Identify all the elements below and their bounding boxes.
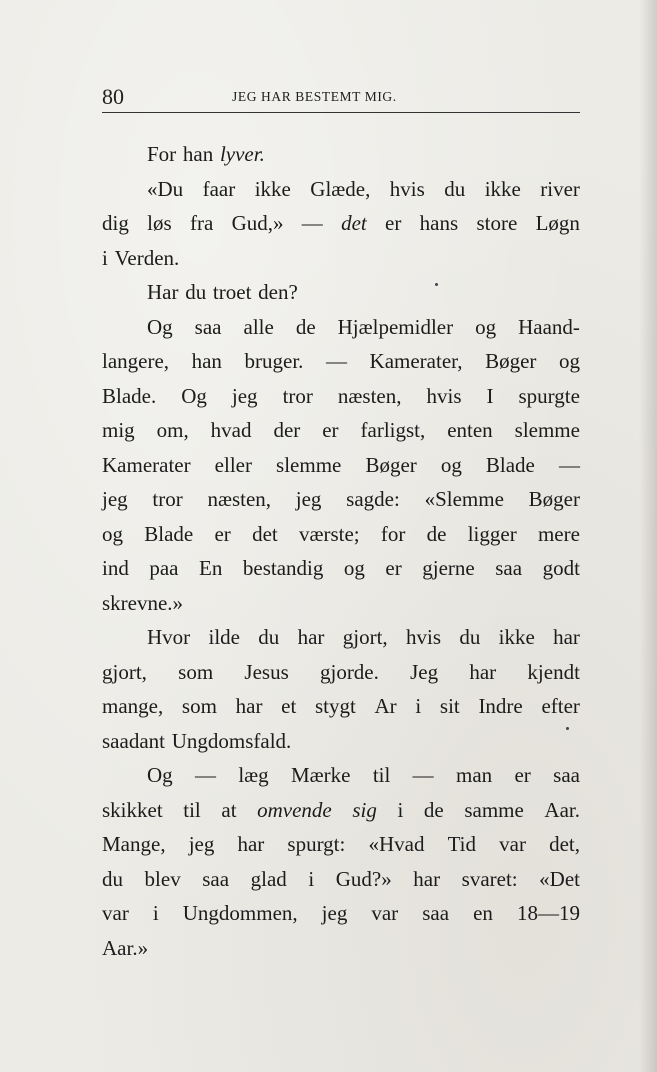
text-word: der	[273, 418, 301, 442]
text-word: lyver.	[219, 142, 265, 166]
text-word: —	[558, 452, 580, 477]
text-word: stygt	[314, 694, 356, 718]
print-speck	[566, 727, 569, 730]
text-word: som	[181, 694, 217, 718]
text-word: Blade	[485, 452, 535, 477]
text-line	[102, 137, 580, 172]
text-word: farligst,	[360, 418, 426, 442]
text-word: hvis	[389, 176, 425, 201]
text-word: faar	[202, 176, 236, 201]
text-word: mere	[537, 521, 580, 546]
text-word: du	[102, 866, 123, 891]
running-head: JEG HAR BESTEMT MIG.	[232, 89, 397, 104]
text-line	[102, 758, 580, 793]
text-word: hans	[419, 211, 459, 235]
text-word: du	[258, 625, 280, 649]
text-word: Kamerater	[102, 452, 191, 477]
text-word: Ungdommen,	[182, 901, 298, 925]
text-word: blev	[144, 866, 181, 891]
text-word: bestandig	[242, 556, 324, 580]
text-word: «Det	[539, 866, 580, 891]
text-word: han	[191, 349, 222, 373]
text-word: glad	[250, 866, 287, 891]
text-word: troet	[212, 280, 252, 304]
text-word: Bøger	[485, 349, 537, 373]
print-speck	[435, 283, 438, 286]
text-line	[102, 448, 580, 483]
text-word: hvis	[426, 383, 462, 408]
text-word: er	[385, 556, 402, 580]
text-word: samme	[464, 797, 524, 822]
text-word: ikke	[484, 176, 521, 201]
text-word: saa	[202, 866, 230, 891]
text-word: kjendt	[527, 659, 580, 684]
text-word: slemme	[276, 452, 342, 477]
page-header	[102, 82, 580, 113]
text-word: Blade	[144, 521, 194, 546]
text-word: jeg	[295, 487, 322, 511]
text-word: har	[297, 625, 325, 649]
text-word: gjorde.	[319, 659, 379, 684]
text-line	[102, 517, 580, 552]
text-word: mig	[102, 418, 135, 442]
text-word: Haand-	[518, 314, 580, 339]
text-word: næsten,	[337, 383, 402, 408]
text-word: Gud,»	[231, 211, 284, 235]
text-word: de	[423, 797, 444, 822]
text-word: i	[308, 866, 315, 891]
text-word: svaret:	[461, 866, 518, 891]
text-word: sit	[439, 694, 460, 718]
text-line	[102, 896, 580, 931]
text-word: omvende	[257, 797, 332, 822]
text-word: var	[499, 832, 526, 856]
text-word: i	[152, 901, 159, 925]
text-word: jeg	[102, 487, 128, 511]
text-word: «Hvad	[368, 832, 425, 856]
text-word: du	[459, 625, 481, 649]
text-word: Indre	[478, 694, 523, 718]
text-word: har	[469, 659, 497, 684]
text-word: Bøger	[528, 487, 580, 511]
text-line	[102, 931, 580, 966]
text-word: —	[195, 763, 216, 787]
text-word: En	[199, 556, 223, 580]
text-word: til	[372, 763, 391, 787]
text-word: Ar	[374, 694, 397, 718]
text-word: ikke	[254, 176, 291, 201]
text-word: enten	[447, 418, 493, 442]
text-line	[102, 310, 580, 345]
text-word: Gud?»	[335, 866, 392, 891]
text-word: Har	[147, 280, 179, 304]
text-line	[102, 724, 580, 759]
text-word: Hvor	[147, 625, 191, 649]
text-line	[102, 241, 580, 276]
text-word: et	[281, 694, 297, 718]
text-word: godt	[542, 556, 580, 580]
text-word: det	[252, 521, 278, 546]
text-word: —	[325, 349, 347, 373]
text-line	[102, 344, 580, 379]
text-word: i	[415, 694, 422, 718]
text-line	[102, 275, 580, 310]
text-word: og	[475, 314, 497, 339]
text-word: jeg	[188, 832, 215, 856]
text-word: Og	[147, 763, 173, 787]
text-word: river	[540, 176, 580, 201]
text-word: For	[147, 142, 177, 166]
text-word: er	[214, 521, 231, 546]
text-word: store	[476, 211, 518, 235]
text-word: jeg	[321, 901, 348, 925]
text-word: Jesus	[244, 659, 289, 684]
text-word: «Slemme	[424, 487, 504, 511]
text-line	[102, 862, 580, 897]
text-word: ligger	[467, 521, 517, 546]
text-word: mange,	[102, 694, 164, 718]
text-word: dig	[102, 211, 129, 235]
text-line	[102, 827, 580, 862]
text-word: og	[102, 521, 123, 546]
text-word: spurgt:	[287, 832, 346, 856]
text-word: han	[182, 142, 214, 166]
text-word: er	[385, 211, 402, 235]
text-word: hvad	[210, 418, 252, 442]
text-word: som	[178, 659, 214, 684]
text-word: det	[341, 211, 367, 235]
text-word: Blade.	[102, 383, 157, 408]
text-word: bruger.	[244, 349, 304, 373]
text-word: 18—19	[516, 901, 580, 925]
text-word: værste;	[298, 521, 360, 546]
text-word: saa	[194, 314, 222, 339]
text-word: og	[343, 556, 365, 580]
page-number: 80	[102, 84, 124, 109]
text-word: man	[456, 763, 493, 787]
text-word: du	[185, 280, 207, 304]
text-word: tror	[282, 383, 313, 408]
text-word: den?	[258, 280, 298, 304]
text-word: sig	[352, 797, 377, 822]
text-word: har	[413, 866, 441, 891]
text-word: Mange,	[102, 832, 166, 856]
text-word: i	[397, 797, 404, 822]
text-word: og	[440, 452, 462, 477]
text-word: ikke	[498, 625, 535, 649]
text-word: Hjælpemidler	[337, 314, 454, 339]
text-word: har	[553, 625, 580, 649]
text-word: næsten,	[207, 487, 272, 511]
text-word: slemme	[514, 418, 580, 442]
text-word: Og	[147, 314, 173, 339]
text-word: Aar.	[544, 797, 580, 822]
text-word: Jeg	[410, 659, 439, 684]
text-word: var	[371, 901, 399, 925]
text-word: —	[412, 763, 434, 787]
text-word: har	[235, 694, 263, 718]
text-word: gjort,	[102, 659, 147, 684]
text-word: Tid	[447, 832, 477, 856]
body-text	[102, 137, 580, 965]
text-word: at	[221, 797, 237, 822]
text-word: langere,	[102, 349, 170, 373]
text-word: og	[559, 349, 580, 373]
text-line	[102, 172, 580, 207]
text-word: «Du	[147, 176, 184, 201]
text-line	[102, 620, 580, 655]
text-line	[102, 689, 580, 724]
text-word: hvis	[405, 625, 441, 649]
text-line	[102, 413, 580, 448]
text-word: de	[295, 314, 316, 339]
text-word: det,	[549, 832, 580, 856]
text-word: Kamerater,	[369, 349, 463, 373]
text-word: er	[322, 418, 339, 442]
text-word: de	[426, 521, 447, 546]
text-word: skrevne.»	[102, 590, 184, 615]
text-word: tror	[152, 487, 183, 511]
text-word: —	[301, 211, 323, 235]
text-word: sagde:	[346, 487, 400, 511]
text-word: gjort,	[342, 625, 388, 649]
text-line	[102, 655, 580, 690]
text-word: en	[473, 901, 493, 925]
text-word: Mærke	[291, 763, 351, 787]
text-word: løs	[147, 211, 172, 235]
text-word: saadant	[102, 728, 165, 753]
text-word: Aar.»	[102, 935, 149, 960]
text-word: læg	[238, 763, 269, 787]
text-word: gjerne	[422, 556, 475, 580]
text-word: for	[380, 521, 406, 546]
text-word: Og	[181, 383, 207, 408]
text-word: Ungdomsfald.	[171, 728, 292, 753]
text-word: saa	[495, 556, 523, 580]
text-line	[102, 206, 580, 241]
text-word: I	[486, 383, 494, 408]
text-word: alle	[243, 314, 274, 339]
text-word: Løgn	[535, 211, 580, 235]
text-word: fra	[189, 211, 214, 235]
text-word: har	[237, 832, 265, 856]
text-word: du	[444, 176, 466, 201]
text-line	[102, 482, 580, 517]
text-word: ilde	[208, 625, 240, 649]
text-word: var	[102, 901, 129, 925]
text-word: skikket	[102, 797, 163, 822]
text-word: Verden.	[114, 245, 180, 270]
text-word: Glæde,	[310, 176, 371, 201]
text-word: saa	[422, 901, 450, 925]
text-word: ind	[102, 556, 129, 580]
text-line	[102, 379, 580, 414]
page-edge-shadow	[639, 0, 657, 1072]
text-word: spurgte	[518, 383, 580, 408]
text-word: i	[102, 245, 108, 270]
text-word: til	[183, 797, 201, 822]
text-line	[102, 793, 580, 828]
text-word: om,	[156, 418, 189, 442]
text-word: efter	[541, 694, 580, 718]
text-word: jeg	[231, 383, 258, 408]
text-line	[102, 586, 580, 621]
text-word: saa	[553, 763, 580, 787]
text-line	[102, 551, 580, 586]
text-word: paa	[149, 556, 179, 580]
text-word: eller	[214, 452, 252, 477]
text-word: er	[514, 763, 531, 787]
text-word: Bøger	[365, 452, 417, 477]
